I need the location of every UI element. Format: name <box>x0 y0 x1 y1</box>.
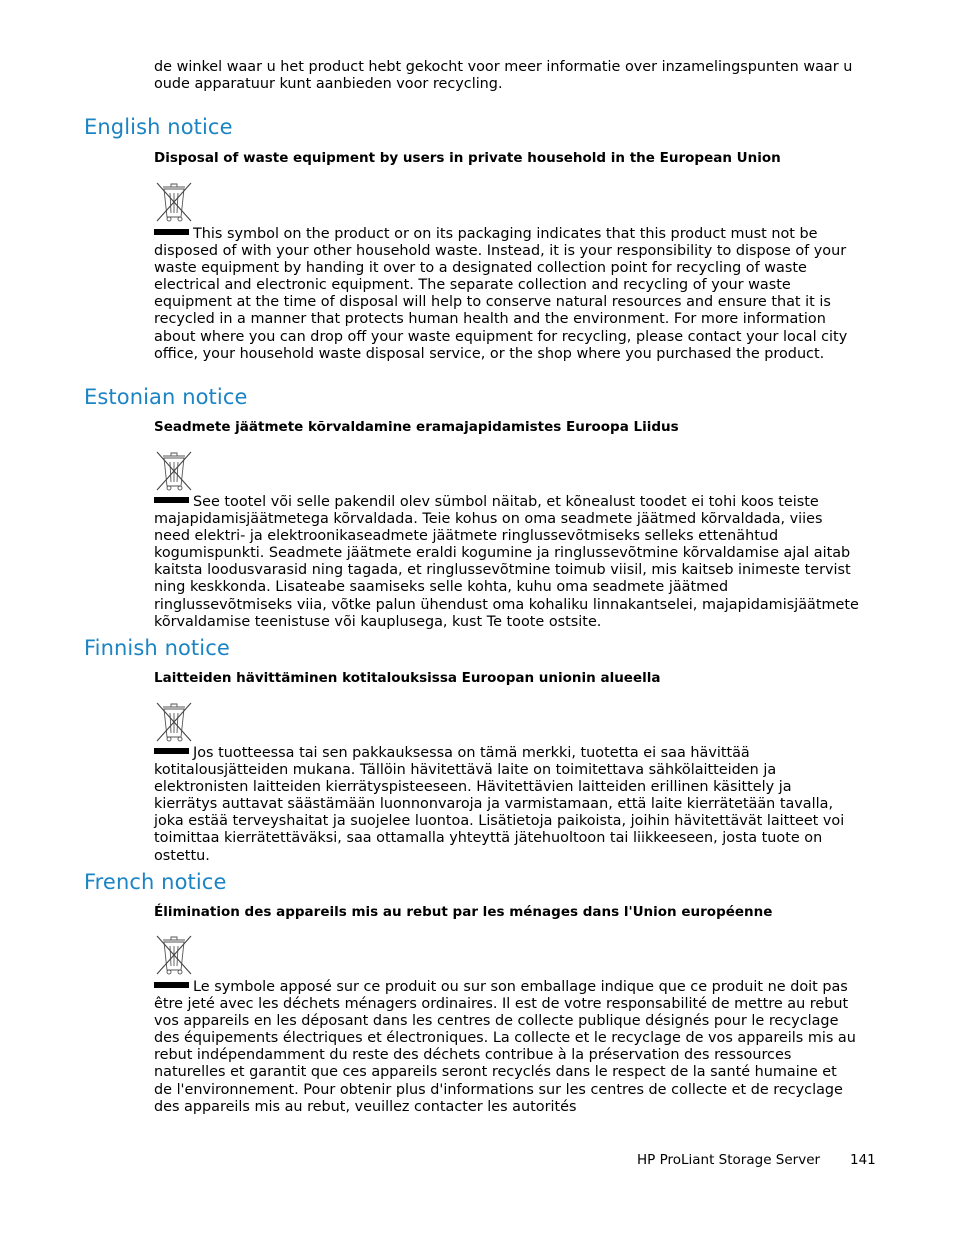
section-body-text: Jos tuotteessa tai sen pakkauksessa on tämä merkki, tuotetta ei saa hävittää kotitalousjätteiden mukana. Tällöin hävitettävä laite on toimitettava sähkölaitteiden ja elektronisten laitteiden kierrätyspisteeseen. Hävitettävien laitteiden erillinen käsittely ja kierrätys auttavat säästämään luonnonvaroja ja varmistamaan, että laite kierrätetään tavalla, joka estää terveyshaitat ja suojelee luontoa. Lisätietoja paikoista, joihin hävitettävät laitteet voi toimittaa kierrätettäväksi, saa ottamalla yhteyttä jätehuoltoon tai liikkeeseen, josta tuote on ostettu. <box>154 745 845 864</box>
intro-paragraph: de winkel waar u het product hebt gekocht voor meer informatie over inzamelingspunten waar u oude apparatuur kunt aanbieden voor recycling. <box>154 59 853 93</box>
footer-page-number: 141 <box>850 1152 876 1168</box>
section-heading-english: English notice <box>84 115 233 139</box>
section-body-french <box>154 979 859 1116</box>
weee-bar-icon <box>154 229 189 235</box>
weee-bar-icon <box>154 748 189 754</box>
section-subheading-french: Élimination des appareils mis au rebut par les ménages dans l'Union européenne <box>154 904 773 920</box>
section-body-finnish <box>154 745 859 865</box>
section-body-english <box>154 226 859 363</box>
weee-bin-icon <box>154 699 194 745</box>
weee-bin-icon <box>154 179 194 225</box>
weee-bar-icon <box>154 982 189 988</box>
section-body-text: Le symbole apposé sur ce produit ou sur son emballage indique que ce produit ne doit pas être jeté avec les déchets ménagers ordinaires. Il est de votre responsabilité de mettre au rebut vos appareils en les déposant dans les centres de collecte publique désignés pour le recyclage des équipements électriques et électroniques. La collecte et le recyclage de vos appareils mis au rebut indépendamment du reste des déchets contribue à la préservation des ressources naturelles et garantit que ces appareils seront recyclés dans le respect de la santé humaine et de l'environnement. Pour obtenir plus d'informations sur les centres de collecte et de recyclage des appareils mis au rebut, veuillez contacter les autorités <box>154 979 856 1115</box>
section-heading-estonian: Estonian notice <box>84 385 248 409</box>
section-body-text: See tootel või selle pakendil olev sümbol näitab, et kõnealust toodet ei tohi koos teiste majapidamisjäätmetega kõrvaldada. Teie kohus on oma seadmete jäätmed kõrvaldada, viies need elektri- ja elektroonikaseadmete jäätmete ringlussevõtmiseks selleks ettenähtud kogumispunkti. Seadmete jäätmete eraldi kogumine ja ringlussevõtmine kõrvaldamise ajal aitab kaitsta loodusvarasid ning tagada, et ringlussevõtmine toimub viisil, mis kaitseb inimeste tervist ning keskkonda. Lisateabe saamiseks selle kohta, kuhu oma seadmete jäätmed ringlussevõtmiseks viia, võtke palun ühendust oma kohaliku linnakantselei, majapidamisjäätmete kõrvaldamise teenistuse või kauplusega, kust Te toote ostsite. <box>154 494 859 630</box>
section-body-estonian <box>154 494 859 631</box>
weee-bin-icon <box>154 448 194 494</box>
section-heading-finnish: Finnish notice <box>84 636 230 660</box>
section-subheading-finnish: Laitteiden hävittäminen kotitalouksissa Euroopan unionin alueella <box>154 670 661 686</box>
section-heading-french: French notice <box>84 870 227 894</box>
weee-bin-icon <box>154 932 194 978</box>
section-subheading-english: Disposal of waste equipment by users in private household in the European Union <box>154 150 781 166</box>
footer-product-name: HP ProLiant Storage Server <box>637 1152 821 1168</box>
section-body-text: This symbol on the product or on its packaging indicates that this product must not be disposed of with your other household waste. Instead, it is your responsibility to dispose of your waste equipment by handing it over to a designated collection point for recycling of waste electrical and electronic equipment. The separate collection and recycling of your waste equipment at the time of disposal will help to conserve natural resources and ensure that it is recycled in a manner that protects human health and the environment. For more information about where you can drop off your waste equipment for recycling, please contact your local city office, your household waste disposal service, or the shop where you purchased the product. <box>154 226 848 362</box>
section-subheading-estonian: Seadmete jäätmete kõrvaldamine eramajapidamistes Euroopa Liidus <box>154 419 679 435</box>
weee-bar-icon <box>154 497 189 503</box>
